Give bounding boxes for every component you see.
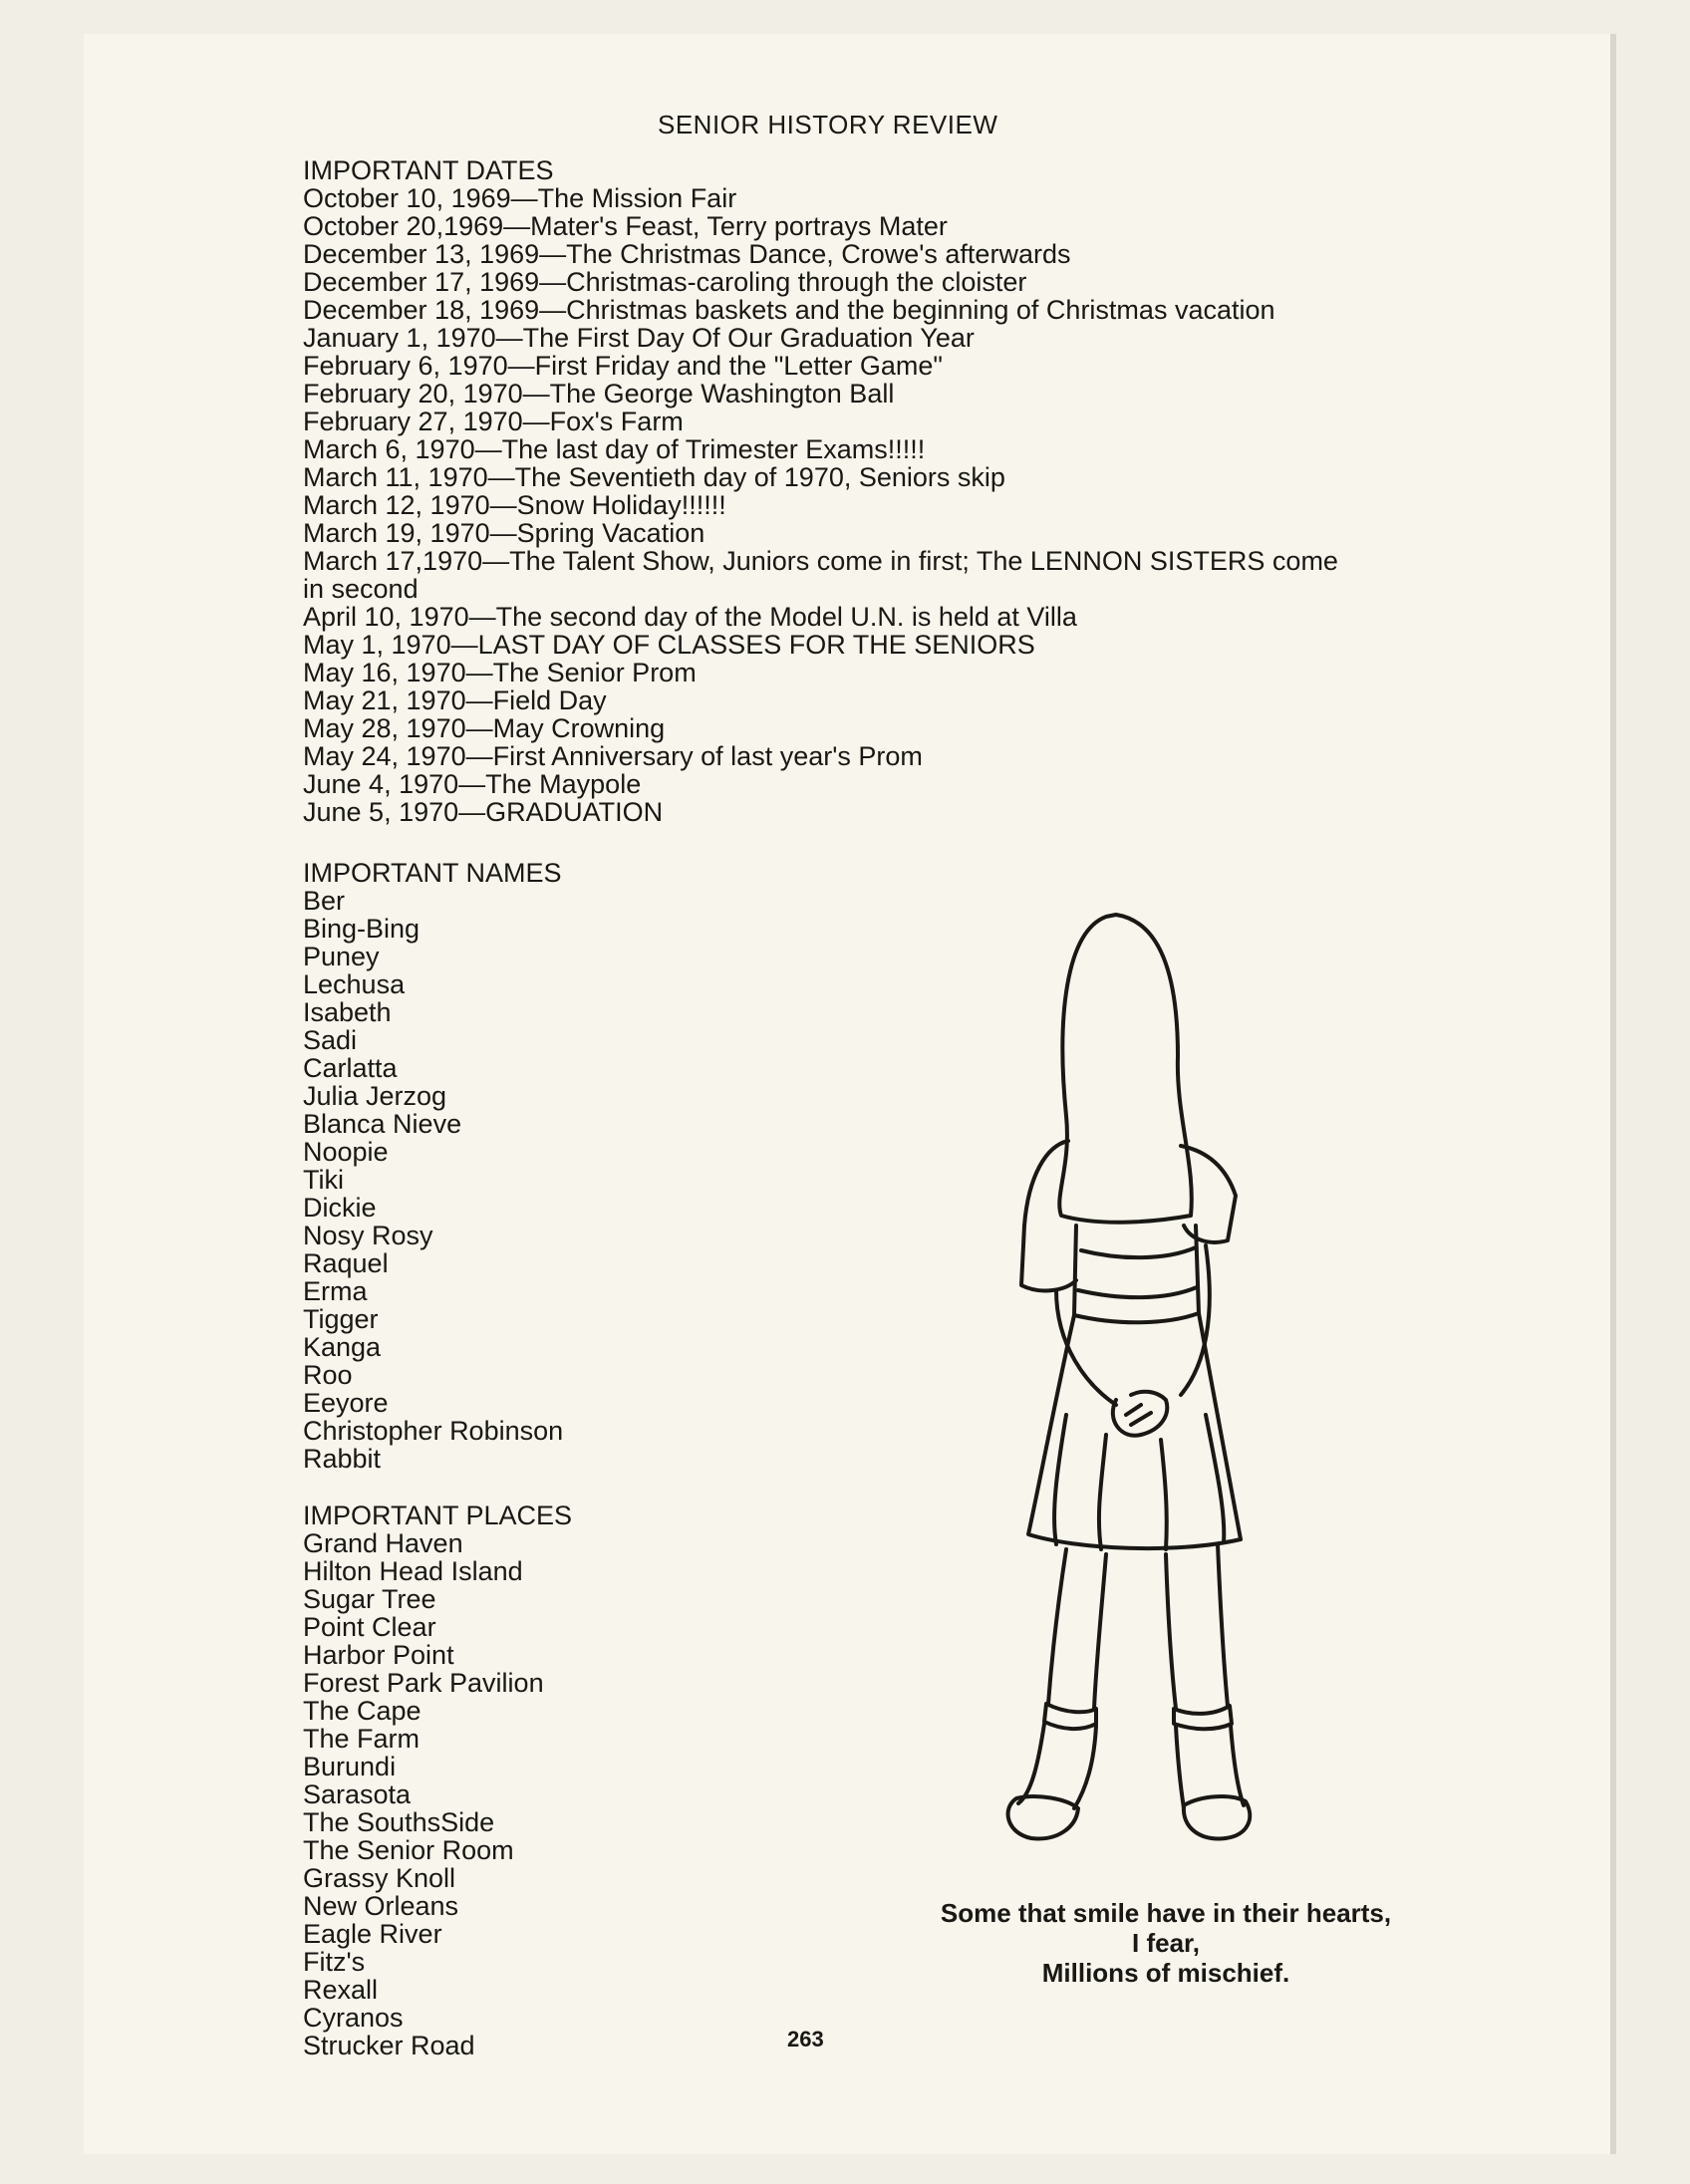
quote xyxy=(857,1898,1475,1988)
date-entry: February 27, 1970—Fox's Farm xyxy=(303,407,684,436)
place-entry: Point Clear xyxy=(303,1612,436,1642)
important-names-section xyxy=(303,859,563,1473)
name-entry: Puney xyxy=(303,942,380,971)
date-entry: March 17,1970—The Talent Show, Juniors come in first; The LENNON SISTERS come xyxy=(303,546,1338,576)
girl-illustration xyxy=(957,897,1335,1843)
quote-line: Some that smile have in their hearts, xyxy=(940,1898,1392,1928)
name-entry: Tiki xyxy=(303,1165,344,1195)
date-entry: May 28, 1970—May Crowning xyxy=(303,713,666,743)
name-entry: Bing-Bing xyxy=(303,914,421,944)
date-entry: May 1, 1970—LAST DAY OF CLASSES FOR THE SENIORS xyxy=(303,630,1035,660)
name-entry: Blanca Nieve xyxy=(303,1109,462,1139)
date-entry: May 21, 1970—Field Day xyxy=(303,685,607,715)
date-entry: March 11, 1970—The Seventieth day of 1970, Seniors skip xyxy=(303,462,1005,492)
name-entry: Ber xyxy=(303,886,346,916)
place-entry: The Farm xyxy=(303,1724,421,1754)
name-entry: Eeyore xyxy=(303,1388,389,1418)
place-entry: Cyranos xyxy=(303,2003,404,2033)
name-entry: Kanga xyxy=(303,1332,382,1362)
date-entry: March 12, 1970—Snow Holiday!!!!!! xyxy=(303,490,726,520)
important-places-section xyxy=(303,1502,572,2059)
place-entry: Hilton Head Island xyxy=(303,1556,523,1586)
place-entry: Sarasota xyxy=(303,1779,412,1809)
place-entry: The SouthsSide xyxy=(303,1807,495,1837)
place-entry: The Senior Room xyxy=(303,1835,514,1865)
name-entry: Sadi xyxy=(303,1025,358,1055)
name-entry: Rabbit xyxy=(303,1444,382,1474)
date-entry: December 13, 1969—The Christmas Dance, Crowe's afterwards xyxy=(303,239,1071,269)
quote-line: I fear, xyxy=(1132,1928,1200,1958)
place-entry: Rexall xyxy=(303,1975,379,2005)
date-entry: May 24, 1970—First Anniversary of last year's Prom xyxy=(303,741,923,771)
name-entry: Nosy Rosy xyxy=(303,1221,433,1250)
name-entry: Julia Jerzog xyxy=(303,1081,447,1111)
quote-line: Millions of mischief. xyxy=(1041,1958,1290,1988)
page-title: SENIOR HISTORY REVIEW xyxy=(658,110,998,139)
name-entry: Lechusa xyxy=(303,969,406,999)
dates-heading: IMPORTANT DATES xyxy=(303,155,554,185)
place-entry: Grand Haven xyxy=(303,1528,463,1558)
date-entry: March 19, 1970—Spring Vacation xyxy=(303,518,705,548)
date-entry: April 10, 1970—The second day of the Model U.N. is held at Villa xyxy=(303,602,1077,632)
place-entry: Forest Park Pavilion xyxy=(303,1668,544,1698)
date-entry: October 10, 1969—The Mission Fair xyxy=(303,183,737,213)
date-entry: February 6, 1970—First Friday and the "Letter Game" xyxy=(303,351,943,381)
page-number: 263 xyxy=(787,2027,824,2051)
place-entry: Eagle River xyxy=(303,1919,442,1949)
date-entry: March 6, 1970—The last day of Trimester Exams!!!!! xyxy=(303,434,926,464)
date-entry: June 4, 1970—The Maypole xyxy=(303,769,642,799)
name-entry: Carlatta xyxy=(303,1053,398,1083)
date-entry: October 20,1969—Mater's Feast, Terry portrays Mater xyxy=(303,211,948,241)
date-entry: June 5, 1970—GRADUATION xyxy=(303,797,664,827)
place-entry: The Cape xyxy=(303,1696,422,1726)
names-heading: IMPORTANT NAMES xyxy=(303,858,562,888)
date-entry: in second xyxy=(303,574,419,604)
date-entry: December 18, 1969—Christmas baskets and the beginning of Christmas vacation xyxy=(303,295,1275,325)
page-right-edge xyxy=(1610,34,1616,2154)
date-entry: January 1, 1970—The First Day Of Our Graduation Year xyxy=(303,323,975,353)
name-entry: Roo xyxy=(303,1360,353,1390)
places-heading: IMPORTANT PLACES xyxy=(303,1501,573,1530)
important-dates-section xyxy=(303,156,1338,826)
place-entry: Burundi xyxy=(303,1752,397,1781)
name-entry: Erma xyxy=(303,1276,368,1306)
place-entry: Sugar Tree xyxy=(303,1584,436,1614)
name-entry: Raquel xyxy=(303,1248,389,1278)
date-entry: May 16, 1970—The Senior Prom xyxy=(303,658,697,687)
place-entry: Grassy Knoll xyxy=(303,1863,456,1893)
place-entry: New Orleans xyxy=(303,1891,459,1921)
date-entry: February 20, 1970—The George Washington Ball xyxy=(303,379,895,409)
place-entry: Fitz's xyxy=(303,1947,366,1977)
name-entry: Isabeth xyxy=(303,997,392,1027)
name-entry: Noopie xyxy=(303,1137,389,1167)
place-entry: Harbor Point xyxy=(303,1640,454,1670)
date-entry: December 17, 1969—Christmas-caroling through the cloister xyxy=(303,267,1027,297)
name-entry: Christopher Robinson xyxy=(303,1416,564,1446)
place-entry: Strucker Road xyxy=(303,2031,475,2060)
name-entry: Dickie xyxy=(303,1193,377,1223)
name-entry: Tigger xyxy=(303,1304,379,1334)
